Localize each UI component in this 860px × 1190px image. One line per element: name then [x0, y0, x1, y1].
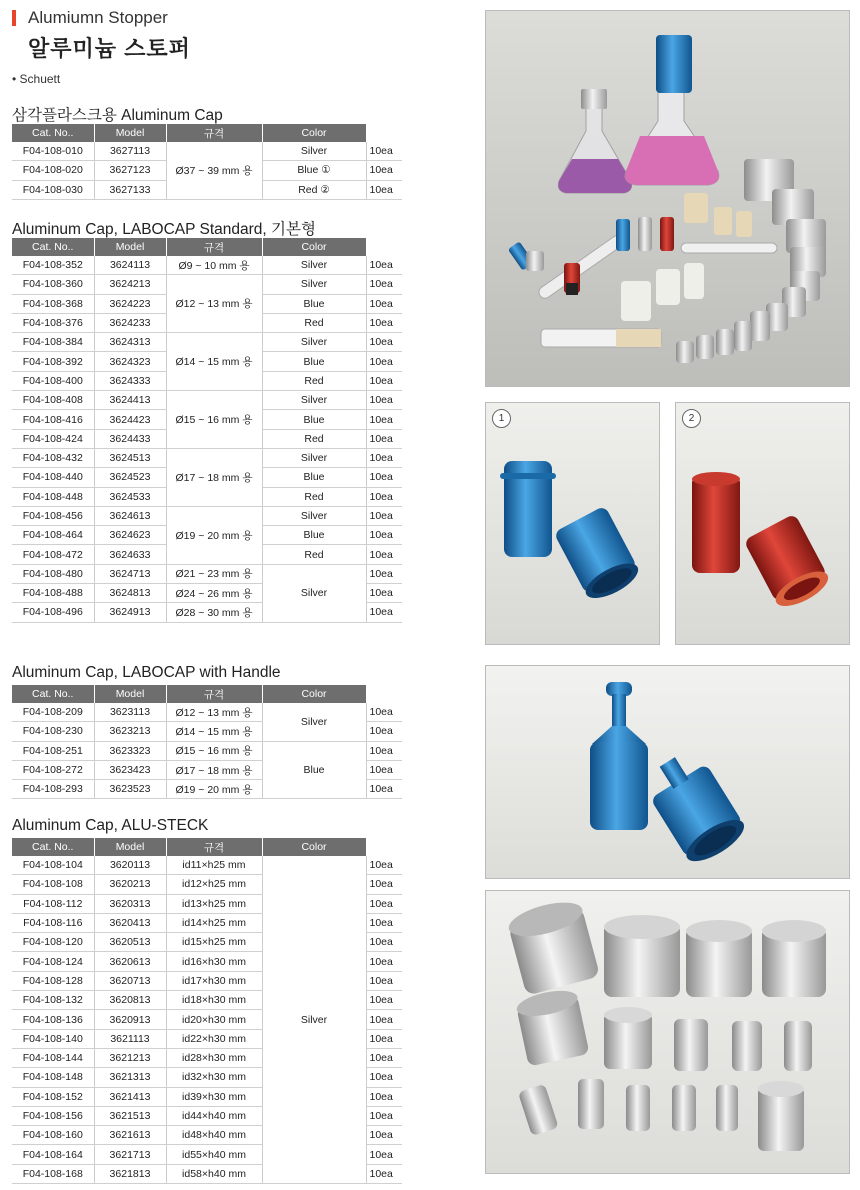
cat-no: F04-108-496: [12, 603, 94, 622]
spec: id28×h30 mm: [166, 1048, 262, 1067]
table-row: [12, 256, 402, 275]
color: Silver: [262, 856, 366, 1184]
model: 3623113: [94, 703, 166, 722]
spec: id11×h25 mm: [166, 856, 262, 875]
col-header-spec: 규격: [166, 838, 262, 856]
spec: Ø37 ~ 39 mm 용: [166, 142, 262, 199]
color: Silver: [262, 703, 366, 741]
model: 3624113: [94, 256, 166, 275]
spec: id44×h40 mm: [166, 1106, 262, 1125]
cat-no: F04-108-448: [12, 487, 94, 506]
pack: 10ea: [366, 410, 402, 429]
model: 3624713: [94, 564, 166, 583]
pack: 10ea: [366, 142, 402, 161]
pack: 10ea: [366, 1068, 402, 1087]
pack: 10ea: [366, 506, 402, 525]
cat-no: F04-108-251: [12, 741, 94, 760]
pack: 10ea: [366, 894, 402, 913]
cat-no: F04-108-480: [12, 564, 94, 583]
model: 3624333: [94, 371, 166, 390]
pack: 10ea: [366, 1048, 402, 1067]
color: Red: [262, 371, 366, 390]
pack: 10ea: [366, 933, 402, 952]
color: Blue: [262, 410, 366, 429]
model: 3623523: [94, 780, 166, 799]
model: 3620313: [94, 894, 166, 913]
model: 3624223: [94, 294, 166, 313]
pack: 10ea: [366, 468, 402, 487]
col-header-cat: Cat. No..: [12, 124, 94, 142]
table-row: [12, 142, 402, 161]
cat-no: F04-108-400: [12, 371, 94, 390]
table-row: [12, 506, 402, 525]
spec: Ø17 ~ 18 mm 용: [166, 760, 262, 779]
pack: 10ea: [366, 913, 402, 932]
cat-no: F04-108-128: [12, 971, 94, 990]
cat-no: F04-108-020: [12, 161, 94, 180]
cat-no: F04-108-432: [12, 448, 94, 467]
spec: id17×h30 mm: [166, 971, 262, 990]
model: 3620513: [94, 933, 166, 952]
spec: id58×h40 mm: [166, 1164, 262, 1183]
cat-no: F04-108-156: [12, 1106, 94, 1125]
model: 3624523: [94, 468, 166, 487]
model: 3620713: [94, 971, 166, 990]
spec: Ø15 ~ 16 mm 용: [166, 741, 262, 760]
page-title-ko: 알루미늄 스토퍼: [28, 36, 191, 61]
cat-no: F04-108-376: [12, 313, 94, 332]
model: 3620113: [94, 856, 166, 875]
spec: Ø19 ~ 20 mm 용: [166, 506, 262, 564]
pack: 10ea: [366, 856, 402, 875]
table-row: [12, 741, 402, 760]
col-header-blank: [366, 124, 402, 142]
cat-no: F04-108-030: [12, 180, 94, 199]
model: 3621213: [94, 1048, 166, 1067]
model: 3624213: [94, 275, 166, 294]
pack: 10ea: [366, 564, 402, 583]
col-header-blank: [366, 685, 402, 703]
spec: id48×h40 mm: [166, 1126, 262, 1145]
product-photo-red: [675, 402, 850, 645]
model: 3624533: [94, 487, 166, 506]
model: 3623213: [94, 722, 166, 741]
spec: id55×h40 mm: [166, 1145, 262, 1164]
model: 3621113: [94, 1029, 166, 1048]
table-flask-cap: [12, 124, 403, 200]
cat-no: F04-108-136: [12, 1010, 94, 1029]
table-alu-steck: [12, 838, 403, 1184]
model: 3627123: [94, 161, 166, 180]
color: Silver: [262, 142, 366, 161]
spec: Ø19 ~ 20 mm 용: [166, 780, 262, 799]
alu-steck-illustration: [486, 891, 849, 1173]
model: 3621313: [94, 1068, 166, 1087]
col-header-model: Model: [94, 685, 166, 703]
col-header-blank: [366, 838, 402, 856]
color: Silver: [262, 333, 366, 352]
table-labocap-standard: [12, 238, 403, 623]
spec: Ø17 ~ 18 mm 용: [166, 448, 262, 506]
pack: 10ea: [366, 952, 402, 971]
pack: 10ea: [366, 313, 402, 332]
color: Blue: [262, 526, 366, 545]
cat-no: F04-108-416: [12, 410, 94, 429]
brand-label: • Schuett: [12, 72, 61, 86]
table-row: [12, 856, 402, 875]
model: 3620613: [94, 952, 166, 971]
pack: 10ea: [366, 780, 402, 799]
pack: 10ea: [366, 275, 402, 294]
cat-no: F04-108-464: [12, 526, 94, 545]
cat-no: F04-108-104: [12, 856, 94, 875]
model: 3620213: [94, 875, 166, 894]
cat-no: F04-108-112: [12, 894, 94, 913]
color: Red: [262, 429, 366, 448]
cat-no: F04-108-352: [12, 256, 94, 275]
model: 3620413: [94, 913, 166, 932]
model: 3624633: [94, 545, 166, 564]
col-header-model: Model: [94, 124, 166, 142]
pack: 10ea: [366, 294, 402, 313]
pack: 10ea: [366, 875, 402, 894]
model: 3624323: [94, 352, 166, 371]
spec: Ø9 ~ 10 mm 용: [166, 256, 262, 275]
pack: 10ea: [366, 1106, 402, 1125]
model: 3620913: [94, 1010, 166, 1029]
handle-cap-illustration: [486, 666, 849, 878]
model: 3621413: [94, 1087, 166, 1106]
cat-no: F04-108-230: [12, 722, 94, 741]
badge-2: 2: [682, 409, 701, 428]
pack: 10ea: [366, 448, 402, 467]
product-photo-blue: [485, 402, 660, 645]
cat-no: F04-108-140: [12, 1029, 94, 1048]
cat-no: F04-108-293: [12, 780, 94, 799]
pack: 10ea: [366, 1145, 402, 1164]
cat-no: F04-108-424: [12, 429, 94, 448]
pack: 10ea: [366, 971, 402, 990]
spec: Ø15 ~ 16 mm 용: [166, 391, 262, 449]
section-title-alu-steck: Aluminum Cap, ALU-STECK: [12, 817, 209, 834]
spec: Ø12 ~ 13 mm 용: [166, 275, 262, 333]
col-header-spec: 규격: [166, 124, 262, 142]
spec: Ø14 ~ 15 mm 용: [166, 333, 262, 391]
cat-no: F04-108-168: [12, 1164, 94, 1183]
cat-no: F04-108-209: [12, 703, 94, 722]
section-title-flask-cap: 삼각플라스크용 Aluminum Cap: [12, 107, 223, 124]
col-header-cat: Cat. No..: [12, 238, 94, 256]
color: Red ②: [262, 180, 366, 199]
cat-no: F04-108-272: [12, 760, 94, 779]
model: 3624813: [94, 584, 166, 603]
cat-no: F04-108-456: [12, 506, 94, 525]
col-header-spec: 규격: [166, 685, 262, 703]
cat-no: F04-108-120: [12, 933, 94, 952]
spec: id32×h30 mm: [166, 1068, 262, 1087]
model: 3624513: [94, 448, 166, 467]
model: 3624913: [94, 603, 166, 622]
spec: id22×h30 mm: [166, 1029, 262, 1048]
model: 3621813: [94, 1164, 166, 1183]
cat-no: F04-108-408: [12, 391, 94, 410]
cat-no: F04-108-488: [12, 584, 94, 603]
pack: 10ea: [366, 180, 402, 199]
model: 3623323: [94, 741, 166, 760]
red-cap-illustration: [676, 403, 849, 644]
col-header-model: Model: [94, 838, 166, 856]
pack: 10ea: [366, 584, 402, 603]
badge-1: 1: [492, 409, 511, 428]
model: 3624413: [94, 391, 166, 410]
product-photo-alu-steck: [485, 890, 850, 1174]
color: Blue: [262, 294, 366, 313]
model: 3627113: [94, 142, 166, 161]
product-photo-overview: [485, 10, 850, 387]
pack: 10ea: [366, 741, 402, 760]
color: Silver: [262, 256, 366, 275]
col-header-spec: 규격: [166, 238, 262, 256]
cat-no: F04-108-116: [12, 913, 94, 932]
color: Red: [262, 487, 366, 506]
title-accent-bar: [12, 10, 16, 26]
product-photo-handle: [485, 665, 850, 879]
table-row: [12, 275, 402, 294]
pack: 10ea: [366, 1029, 402, 1048]
color: Silver: [262, 391, 366, 410]
table-row: [12, 564, 402, 583]
spec: Ø21 ~ 23 mm 용: [166, 564, 262, 583]
model: 3624423: [94, 410, 166, 429]
table-row: [12, 448, 402, 467]
pack: 10ea: [366, 526, 402, 545]
model: 3621613: [94, 1126, 166, 1145]
pack: 10ea: [366, 1010, 402, 1029]
color: Blue ①: [262, 161, 366, 180]
col-header-color: Color: [262, 685, 366, 703]
table-row: [12, 703, 402, 722]
cat-no: F04-108-010: [12, 142, 94, 161]
col-header-color: Color: [262, 838, 366, 856]
pack: 10ea: [366, 1087, 402, 1106]
pack: 10ea: [366, 760, 402, 779]
cat-no: F04-108-124: [12, 952, 94, 971]
color: Blue: [262, 468, 366, 487]
spec: id12×h25 mm: [166, 875, 262, 894]
model: 3624233: [94, 313, 166, 332]
pack: 10ea: [366, 161, 402, 180]
overview-illustration: [486, 11, 849, 386]
col-header-cat: Cat. No..: [12, 685, 94, 703]
cat-no: F04-108-160: [12, 1126, 94, 1145]
cat-no: F04-108-384: [12, 333, 94, 352]
model: 3624623: [94, 526, 166, 545]
pack: 10ea: [366, 352, 402, 371]
spec: id13×h25 mm: [166, 894, 262, 913]
pack: 10ea: [366, 1164, 402, 1183]
cat-no: F04-108-152: [12, 1087, 94, 1106]
cat-no: F04-108-440: [12, 468, 94, 487]
spec: Ø28 ~ 30 mm 용: [166, 603, 262, 622]
spec: id20×h30 mm: [166, 1010, 262, 1029]
model: 3624433: [94, 429, 166, 448]
spec: Ø24 ~ 26 mm 용: [166, 584, 262, 603]
color: Blue: [262, 741, 366, 799]
pack: 10ea: [366, 603, 402, 622]
pack: 10ea: [366, 722, 402, 741]
color: Silver: [262, 506, 366, 525]
spec: id16×h30 mm: [166, 952, 262, 971]
section-title-labocap-handle: Aluminum Cap, LABOCAP with Handle: [12, 664, 281, 681]
color: Red: [262, 545, 366, 564]
spec: id39×h30 mm: [166, 1087, 262, 1106]
pack: 10ea: [366, 487, 402, 506]
cat-no: F04-108-392: [12, 352, 94, 371]
cat-no: F04-108-108: [12, 875, 94, 894]
spec: id14×h25 mm: [166, 913, 262, 932]
cat-no: F04-108-132: [12, 991, 94, 1010]
table-row: [12, 391, 402, 410]
model: 3623423: [94, 760, 166, 779]
col-header-color: Color: [262, 238, 366, 256]
col-header-model: Model: [94, 238, 166, 256]
spec: id18×h30 mm: [166, 991, 262, 1010]
pack: 10ea: [366, 371, 402, 390]
col-header-blank: [366, 238, 402, 256]
model: 3624313: [94, 333, 166, 352]
model: 3624613: [94, 506, 166, 525]
pack: 10ea: [366, 391, 402, 410]
pack: 10ea: [366, 256, 402, 275]
model: 3621513: [94, 1106, 166, 1125]
model: 3620813: [94, 991, 166, 1010]
spec: id15×h25 mm: [166, 933, 262, 952]
model: 3627133: [94, 180, 166, 199]
pack: 10ea: [366, 991, 402, 1010]
cat-no: F04-108-360: [12, 275, 94, 294]
table-labocap-handle: [12, 685, 403, 799]
color: Silver: [262, 275, 366, 294]
col-header-cat: Cat. No..: [12, 838, 94, 856]
cat-no: F04-108-368: [12, 294, 94, 313]
cat-no: F04-108-144: [12, 1048, 94, 1067]
section-title-labocap-standard: Aluminum Cap, LABOCAP Standard, 기본형: [12, 221, 316, 238]
blue-cap-illustration: [486, 403, 659, 644]
color: Blue: [262, 352, 366, 371]
pack: 10ea: [366, 703, 402, 722]
col-header-color: Color: [262, 124, 366, 142]
color: Silver: [262, 564, 366, 622]
cat-no: F04-108-472: [12, 545, 94, 564]
spec: Ø14 ~ 15 mm 용: [166, 722, 262, 741]
spec: Ø12 ~ 13 mm 용: [166, 703, 262, 722]
pack: 10ea: [366, 429, 402, 448]
color: Silver: [262, 448, 366, 467]
pack: 10ea: [366, 1126, 402, 1145]
cat-no: F04-108-148: [12, 1068, 94, 1087]
pack: 10ea: [366, 545, 402, 564]
page-title-en: Alumiumn Stopper: [28, 8, 168, 27]
model: 3621713: [94, 1145, 166, 1164]
pack: 10ea: [366, 333, 402, 352]
cat-no: F04-108-164: [12, 1145, 94, 1164]
table-row: [12, 333, 402, 352]
color: Red: [262, 313, 366, 332]
